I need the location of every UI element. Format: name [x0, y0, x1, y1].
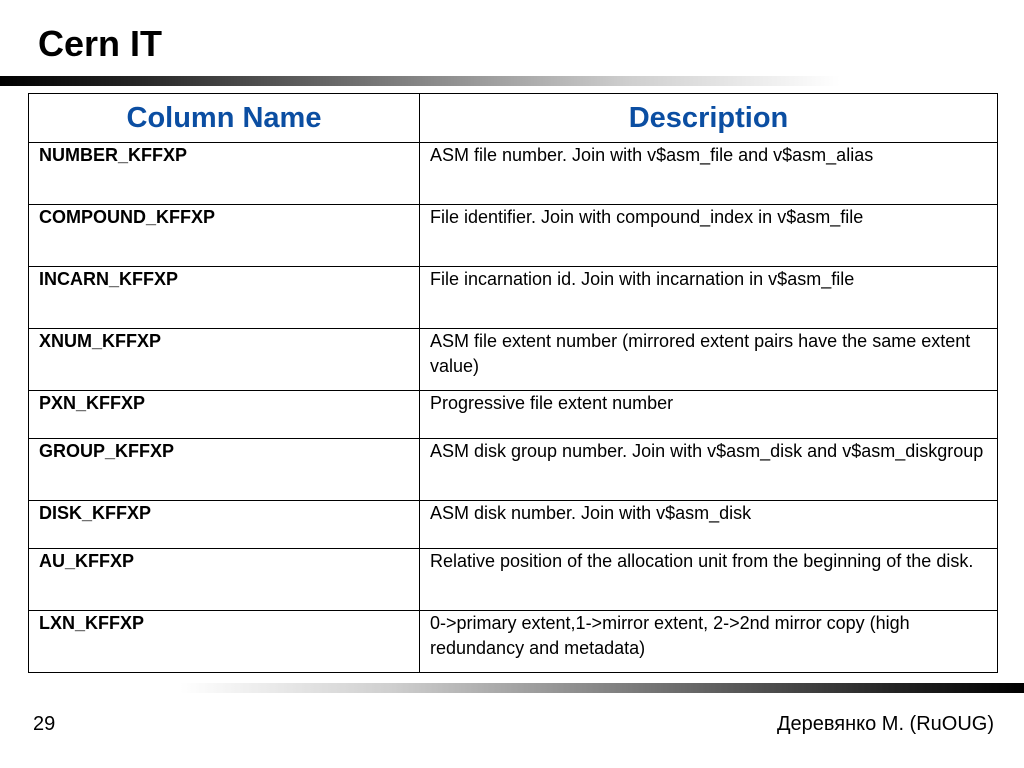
table-row	[29, 439, 998, 501]
row-description: File identifier. Join with compound_index in v$asm_file	[420, 205, 998, 267]
row-description: ASM file extent number (mirrored extent pairs have the same extent value)	[420, 329, 998, 391]
row-column-name: INCARN_KFFXP	[29, 267, 420, 329]
table-row	[29, 205, 998, 267]
table-row	[29, 267, 998, 329]
row-description: ASM file number. Join with v$asm_file and v$asm_alias	[420, 143, 998, 205]
column-description-table	[28, 93, 998, 673]
table-row	[29, 611, 998, 673]
row-column-name: XNUM_KFFXP	[29, 329, 420, 391]
header-description: Description	[420, 94, 998, 143]
row-description: 0->primary extent,1->mirror extent, 2->2nd mirror copy (high redundancy and metadata)	[420, 611, 998, 673]
table-row	[29, 329, 998, 391]
row-column-name: LXN_KFFXP	[29, 611, 420, 673]
footer-divider	[180, 683, 1024, 693]
table-row	[29, 391, 998, 439]
slide-title: Cern IT	[38, 23, 163, 64]
title-divider	[0, 76, 840, 86]
row-description: ASM disk number. Join with v$asm_disk	[420, 501, 998, 549]
table-row	[29, 143, 998, 205]
author-credit: Деревянко М. (RuOUG)	[776, 713, 994, 735]
row-column-name: PXN_KFFXP	[29, 391, 420, 439]
table-row	[29, 549, 998, 611]
table-header-row	[29, 94, 998, 143]
row-column-name: NUMBER_KFFXP	[29, 143, 420, 205]
row-description: Relative position of the allocation unit from the beginning of the disk.	[420, 549, 998, 611]
row-column-name: GROUP_KFFXP	[29, 439, 420, 501]
row-column-name: COMPOUND_KFFXP	[29, 205, 420, 267]
page-number: 29	[33, 713, 56, 735]
header-column-name: Column Name	[29, 94, 420, 143]
row-column-name: DISK_KFFXP	[29, 501, 420, 549]
row-column-name: AU_KFFXP	[29, 549, 420, 611]
row-description: Progressive file extent number	[420, 391, 998, 439]
table-row	[29, 501, 998, 549]
row-description: File incarnation id. Join with incarnation in v$asm_file	[420, 267, 998, 329]
row-description: ASM disk group number. Join with v$asm_disk and v$asm_diskgroup	[420, 439, 998, 501]
